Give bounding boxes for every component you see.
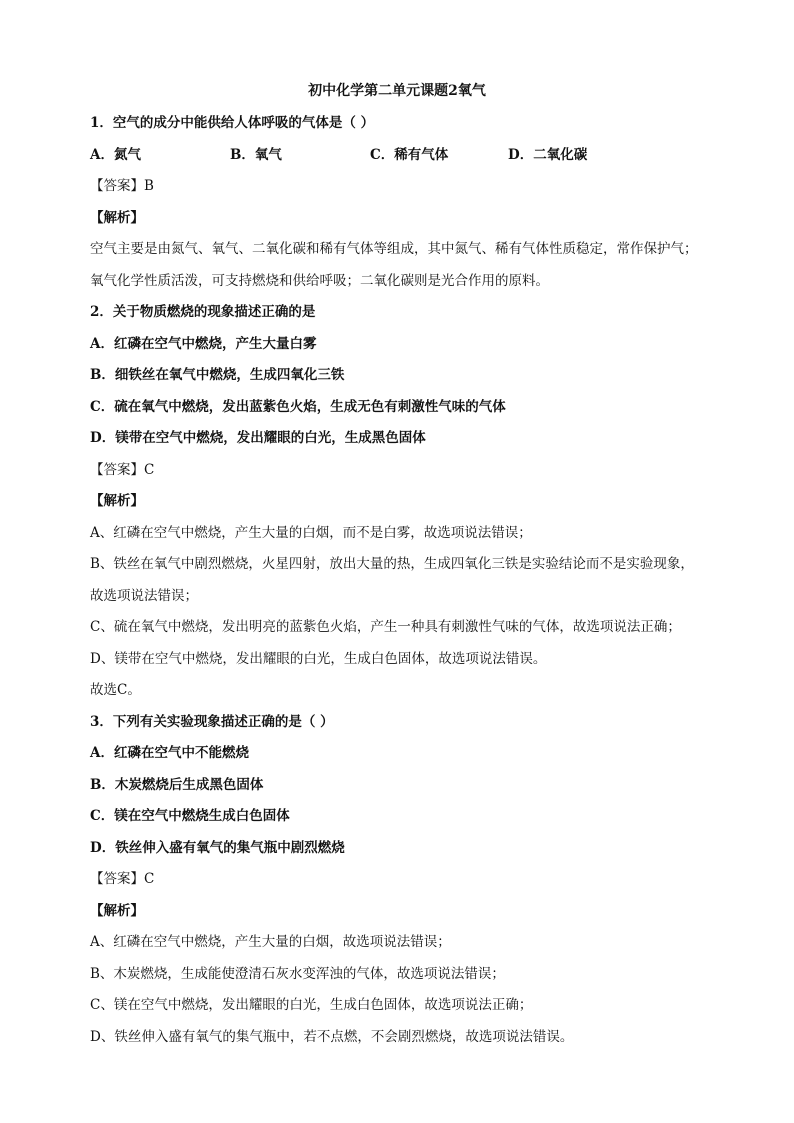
question-3-analysis-line: D、铁丝伸入盛有氧气的集气瓶中，若不点燃，不会剧烈燃烧，故选项说法错误。 — [90, 1028, 574, 1045]
option-b: B．木炭燃烧后生成黑色固体 — [90, 776, 264, 793]
question-3-analysis-label: 【解析】 — [90, 902, 144, 919]
question-1-stem: 1．空气的成分中能供给人体呼吸的气体是（ ） — [90, 115, 375, 131]
question-1-analysis-line: 氧气化学性质活泼，可支持燃烧和供给呼吸；二氧化碳则是光合作用的原料。 — [90, 272, 549, 289]
document-body — [90, 108, 710, 1053]
option-d: D．镁带在空气中燃烧，发出耀眼的白光，生成黑色固体 — [90, 430, 426, 446]
option-d: D．铁丝伸入盛有氧气的集气瓶中剧烈燃烧 — [90, 839, 345, 856]
option-d: D．二氧化碳 — [508, 146, 588, 163]
question-1-analysis-line: 空气主要是由氮气、氧气、二氧化碳和稀有气体等组成，其中氮气、稀有气体性质稳定，常作保护气； — [90, 241, 698, 257]
question-1-analysis-label: 【解析】 — [90, 209, 144, 226]
question-3-answer: 【答案】C — [90, 871, 155, 887]
option-a: A．红磷在空气中燃烧，产生大量白雾 — [90, 335, 317, 352]
question-1-options — [90, 140, 710, 172]
question-2-answer: 【答案】C — [90, 461, 155, 478]
option-c: C．镁在空气中燃烧生成白色固体 — [90, 808, 290, 824]
page-title: 初中化学第二单元课题2氧气 — [308, 83, 486, 99]
option-a: A．氮气 — [90, 146, 141, 163]
question-2-analysis-line: 故选项说法错误； — [90, 587, 198, 604]
question-2-analysis-line: C、硫在氧气中燃烧，发出明亮的蓝紫色火焰，产生一种具有刺激性气味的气体，故选项说法正确； — [90, 619, 681, 635]
question-3-stem: 3．下列有关实验现象描述正确的是（ ） — [90, 713, 334, 730]
question-1-answer: 【答案】B — [90, 178, 154, 194]
option-c: C．硫在氧气中燃烧，发出蓝紫色火焰，生成无色有刺激性气味的气体 — [90, 398, 506, 415]
question-2-analysis-line: B、铁丝在氧气中剧烈燃烧，火星四射，放出大量的热，生成四氧化三铁是实验结论而不是实验现象， — [90, 556, 694, 572]
question-2-analysis-line: D、镁带在空气中燃烧，发出耀眼的白光，生成白色固体，故选项说法错误。 — [90, 650, 547, 667]
option-b: B．细铁丝在氧气中燃烧，生成四氧化三铁 — [90, 367, 345, 383]
option-c: C．稀有气体 — [370, 146, 449, 163]
option-b: B．氧气 — [230, 146, 282, 163]
question-3-analysis-line: C、镁在空气中燃烧，发出耀眼的白光，生成白色固体，故选项说法正确； — [90, 997, 533, 1013]
question-2-conclusion: 故选C。 — [90, 682, 141, 698]
question-2-analysis-label: 【解析】 — [90, 493, 144, 509]
question-2-stem: 2．关于物质燃烧的现象描述正确的是 — [90, 304, 316, 320]
option-a: A．红磷在空气中不能燃烧 — [90, 745, 249, 761]
question-3-analysis-line: B、木炭燃烧，生成能使澄清石灰水变浑浊的气体，故选项说法错误； — [90, 965, 505, 982]
question-2-analysis-line: A、红磷在空气中燃烧，产生大量的白烟，而不是白雾，故选项说法错误； — [90, 524, 532, 541]
question-3-analysis-line: A、红磷在空气中燃烧，产生大量的白烟，故选项说法错误； — [90, 934, 451, 950]
